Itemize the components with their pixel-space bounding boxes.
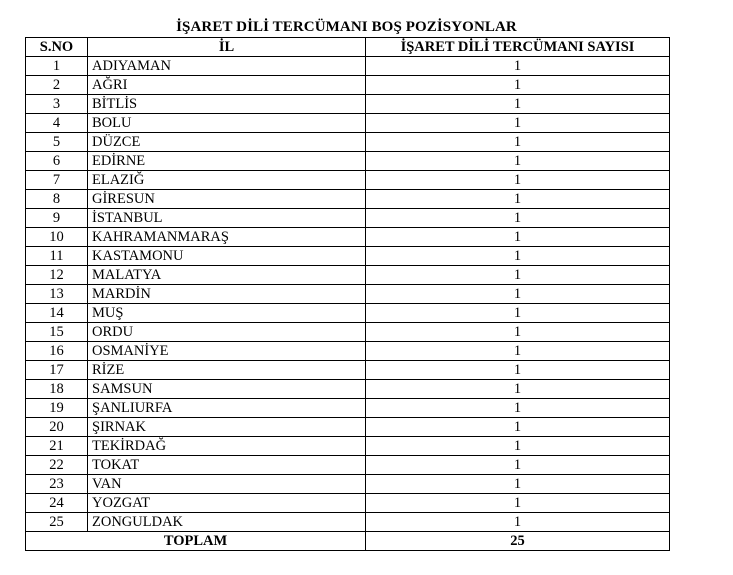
total-label: TOPLAM bbox=[26, 532, 366, 551]
row-count: 1 bbox=[366, 304, 670, 323]
row-count: 1 bbox=[366, 399, 670, 418]
row-count: 1 bbox=[366, 494, 670, 513]
row-count: 1 bbox=[366, 152, 670, 171]
row-sno: 12 bbox=[26, 266, 88, 285]
row-sno: 16 bbox=[26, 342, 88, 361]
table-row bbox=[26, 228, 670, 247]
table-row bbox=[26, 304, 670, 323]
table-row bbox=[26, 437, 670, 456]
row-sno: 9 bbox=[26, 209, 88, 228]
row-sno: 21 bbox=[26, 437, 88, 456]
row-il: RİZE bbox=[88, 361, 366, 380]
row-count: 1 bbox=[366, 190, 670, 209]
table-row bbox=[26, 399, 670, 418]
row-sno: 25 bbox=[26, 513, 88, 532]
row-count: 1 bbox=[366, 475, 670, 494]
row-count: 1 bbox=[366, 342, 670, 361]
row-count: 1 bbox=[366, 209, 670, 228]
row-il: BOLU bbox=[88, 114, 366, 133]
table-row bbox=[26, 76, 670, 95]
row-count: 1 bbox=[366, 418, 670, 437]
row-count: 1 bbox=[366, 114, 670, 133]
vacancy-table bbox=[25, 37, 670, 551]
row-sno: 6 bbox=[26, 152, 88, 171]
row-sno: 1 bbox=[26, 57, 88, 76]
row-il: VAN bbox=[88, 475, 366, 494]
table-row bbox=[26, 494, 670, 513]
table-header-row bbox=[26, 38, 670, 57]
row-il: GİRESUN bbox=[88, 190, 366, 209]
row-il: BİTLİS bbox=[88, 95, 366, 114]
row-sno: 18 bbox=[26, 380, 88, 399]
row-il: ADIYAMAN bbox=[88, 57, 366, 76]
row-count: 1 bbox=[366, 57, 670, 76]
row-il: ŞANLIURFA bbox=[88, 399, 366, 418]
row-count: 1 bbox=[366, 285, 670, 304]
header-sno: S.NO bbox=[26, 38, 88, 57]
row-il: KASTAMONU bbox=[88, 247, 366, 266]
table-row bbox=[26, 342, 670, 361]
table-row bbox=[26, 114, 670, 133]
row-sno: 4 bbox=[26, 114, 88, 133]
row-sno: 13 bbox=[26, 285, 88, 304]
row-il: AĞRI bbox=[88, 76, 366, 95]
row-il: ELAZIĞ bbox=[88, 171, 366, 190]
row-sno: 20 bbox=[26, 418, 88, 437]
row-sno: 3 bbox=[26, 95, 88, 114]
row-count: 1 bbox=[366, 437, 670, 456]
row-sno: 10 bbox=[26, 228, 88, 247]
table-row bbox=[26, 361, 670, 380]
table-row bbox=[26, 266, 670, 285]
row-count: 1 bbox=[366, 380, 670, 399]
row-count: 1 bbox=[366, 266, 670, 285]
table-row bbox=[26, 133, 670, 152]
row-il: EDİRNE bbox=[88, 152, 366, 171]
table-row bbox=[26, 209, 670, 228]
row-il: KAHRAMANMARAŞ bbox=[88, 228, 366, 247]
row-sno: 22 bbox=[26, 456, 88, 475]
row-sno: 8 bbox=[26, 190, 88, 209]
row-il: ZONGULDAK bbox=[88, 513, 366, 532]
row-il: MALATYA bbox=[88, 266, 366, 285]
table-row bbox=[26, 190, 670, 209]
row-count: 1 bbox=[366, 323, 670, 342]
row-sno: 23 bbox=[26, 475, 88, 494]
table-row bbox=[26, 475, 670, 494]
row-sno: 17 bbox=[26, 361, 88, 380]
table-row bbox=[26, 513, 670, 532]
row-sno: 5 bbox=[26, 133, 88, 152]
table-row bbox=[26, 418, 670, 437]
row-count: 1 bbox=[366, 133, 670, 152]
row-sno: 11 bbox=[26, 247, 88, 266]
row-il: MARDİN bbox=[88, 285, 366, 304]
row-count: 1 bbox=[366, 361, 670, 380]
table-row bbox=[26, 152, 670, 171]
row-il: SAMSUN bbox=[88, 380, 366, 399]
table-row bbox=[26, 380, 670, 399]
row-il: ŞIRNAK bbox=[88, 418, 366, 437]
row-il: DÜZCE bbox=[88, 133, 366, 152]
row-il: OSMANİYE bbox=[88, 342, 366, 361]
row-il: TEKİRDAĞ bbox=[88, 437, 366, 456]
row-count: 1 bbox=[366, 95, 670, 114]
row-count: 1 bbox=[366, 513, 670, 532]
row-sno: 2 bbox=[26, 76, 88, 95]
row-il: TOKAT bbox=[88, 456, 366, 475]
row-count: 1 bbox=[366, 247, 670, 266]
header-il: İL bbox=[88, 38, 366, 57]
table-body bbox=[26, 57, 670, 532]
row-sno: 19 bbox=[26, 399, 88, 418]
row-sno: 24 bbox=[26, 494, 88, 513]
row-count: 1 bbox=[366, 171, 670, 190]
row-il: YOZGAT bbox=[88, 494, 366, 513]
row-sno: 15 bbox=[26, 323, 88, 342]
row-count: 1 bbox=[366, 228, 670, 247]
row-count: 1 bbox=[366, 456, 670, 475]
row-il: ORDU bbox=[88, 323, 366, 342]
row-count: 1 bbox=[366, 76, 670, 95]
table-row bbox=[26, 456, 670, 475]
total-row bbox=[26, 532, 670, 551]
total-value: 25 bbox=[366, 532, 670, 551]
page-title: İŞARET DİLİ TERCÜMANI BOŞ POZİSYONLAR bbox=[176, 19, 517, 35]
header-count: İŞARET DİLİ TERCÜMANI SAYISI bbox=[366, 38, 670, 57]
row-sno: 14 bbox=[26, 304, 88, 323]
table-row bbox=[26, 285, 670, 304]
row-sno: 7 bbox=[26, 171, 88, 190]
row-il: MUŞ bbox=[88, 304, 366, 323]
table-row bbox=[26, 57, 670, 76]
table-row bbox=[26, 323, 670, 342]
row-il: İSTANBUL bbox=[88, 209, 366, 228]
table-row bbox=[26, 95, 670, 114]
table-row bbox=[26, 171, 670, 190]
table-row bbox=[26, 247, 670, 266]
